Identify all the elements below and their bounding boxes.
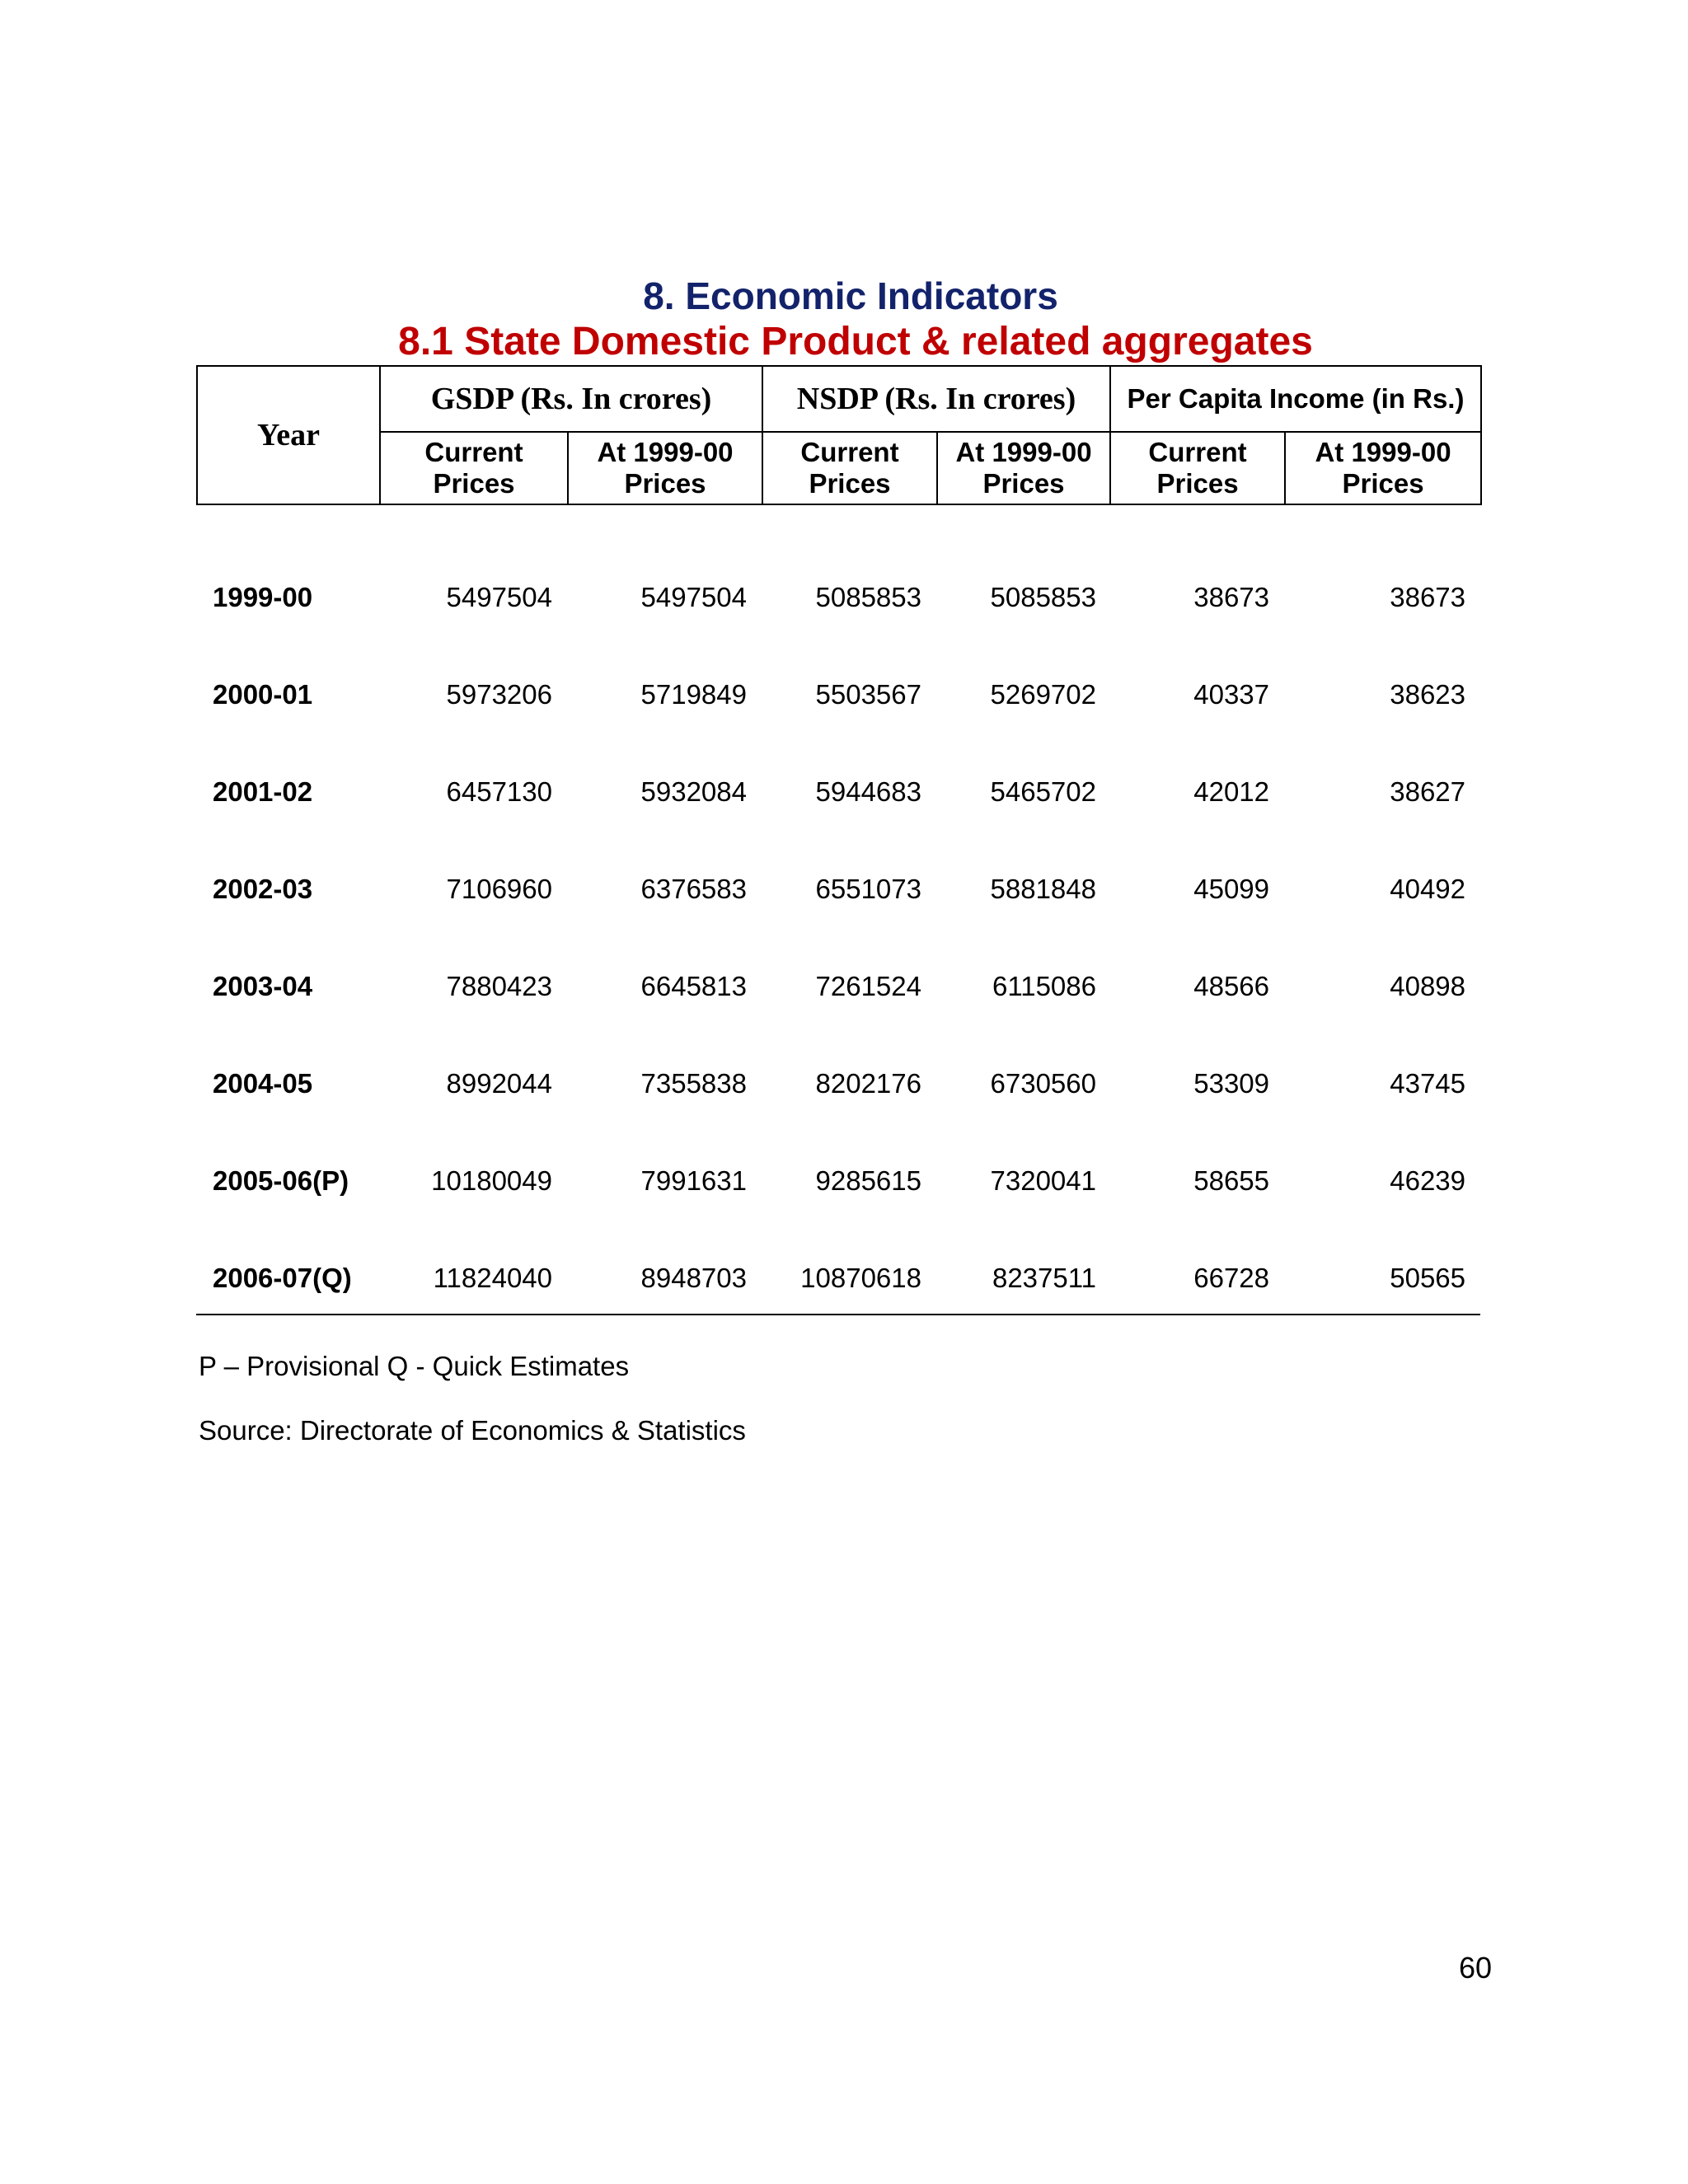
cell-nsdp-current: 6551073: [815, 874, 921, 904]
cell-gsdp-constant: 7355838: [640, 1068, 747, 1099]
table-row: [196, 560, 1480, 658]
header-group-gsdp: GSDP (Rs. In crores): [380, 366, 762, 432]
cell-nsdp-current: 7261524: [815, 971, 921, 1001]
page-subtitle: 8.1 State Domestic Product & related aggregates: [398, 320, 1313, 363]
cell-gsdp-current: 10180049: [431, 1165, 552, 1196]
cell-pci-current: 48566: [1193, 971, 1269, 1001]
header-year: Year: [197, 366, 380, 504]
table-row: [196, 1047, 1480, 1144]
table-row: [196, 949, 1480, 1047]
cell-nsdp-current: 5944683: [815, 776, 921, 807]
cell-pci-constant: 38673: [1390, 582, 1465, 612]
cell-pci-current: 42012: [1193, 776, 1269, 807]
cell-nsdp-constant: 8237511: [992, 1263, 1096, 1293]
cell-gsdp-current: 11824040: [433, 1263, 552, 1293]
cell-gsdp-current: 7880423: [446, 971, 552, 1001]
cell-gsdp-constant: 7991631: [640, 1165, 747, 1196]
table-row: [196, 658, 1480, 755]
cell-gsdp-constant: 5719849: [640, 679, 747, 710]
cell-pci-constant: 46239: [1390, 1165, 1465, 1196]
header-group-nsdp: NSDP (Rs. In crores): [762, 366, 1110, 432]
cell-pci-current: 38673: [1193, 582, 1269, 612]
cell-gsdp-constant: 8948703: [640, 1263, 747, 1293]
header-group-per-capita: Per Capita Income (in Rs.): [1110, 366, 1481, 432]
header-pci-constant: At 1999-00 Prices: [1285, 432, 1481, 504]
cell-gsdp-constant: 5932084: [640, 776, 747, 807]
cell-nsdp-constant: 6115086: [992, 971, 1096, 1001]
header-pci-current: Current Prices: [1110, 432, 1285, 504]
cell-gsdp-constant: 6376583: [640, 874, 747, 904]
cell-year: 2000-01: [213, 679, 313, 710]
cell-nsdp-current: 8202176: [815, 1068, 921, 1099]
table-row: [196, 755, 1480, 852]
cell-gsdp-current: 5973206: [446, 679, 552, 710]
cell-gsdp-current: 8992044: [446, 1068, 552, 1099]
cell-pci-current: 53309: [1193, 1068, 1269, 1099]
page-number: 60: [1459, 1951, 1493, 1985]
cell-gsdp-constant: 5497504: [640, 582, 747, 612]
header-nsdp-constant: At 1999-00 Prices: [937, 432, 1110, 504]
legend-note: P – Provisional Q - Quick Estimates: [199, 1351, 630, 1381]
cell-nsdp-constant: 7320041: [990, 1165, 1096, 1196]
cell-pci-constant: 43745: [1390, 1068, 1465, 1099]
cell-nsdp-current: 5085853: [815, 582, 921, 612]
cell-pci-current: 66728: [1193, 1263, 1269, 1293]
header-nsdp-current: Current Prices: [762, 432, 937, 504]
table-body: [196, 560, 1480, 1315]
page-title: 8. Economic Indicators: [643, 274, 1058, 317]
cell-nsdp-current: 5503567: [815, 679, 921, 710]
cell-pci-current: 58655: [1193, 1165, 1269, 1196]
cell-pci-constant: 38627: [1390, 776, 1465, 807]
cell-gsdp-constant: 6645813: [640, 971, 747, 1001]
cell-nsdp-constant: 6730560: [990, 1068, 1096, 1099]
cell-year: 2002-03: [213, 874, 313, 904]
cell-gsdp-current: 6457130: [446, 776, 552, 807]
cell-year: 2005-06(P): [213, 1165, 349, 1196]
cell-pci-current: 45099: [1193, 874, 1269, 904]
cell-nsdp-current: 9285615: [815, 1165, 921, 1196]
cell-year: 2003-04: [213, 971, 313, 1001]
cell-year: 1999-00: [213, 582, 313, 612]
cell-pci-constant: 50565: [1390, 1263, 1465, 1293]
table-row: [196, 852, 1480, 949]
cell-pci-constant: 40492: [1390, 874, 1465, 904]
cell-year: 2004-05: [213, 1068, 313, 1099]
cell-nsdp-current: 10870618: [800, 1263, 921, 1293]
cell-pci-constant: 38623: [1390, 679, 1465, 710]
cell-nsdp-constant: 5085853: [990, 582, 1096, 612]
header-gsdp-constant: At 1999-00 Prices: [568, 432, 762, 504]
source-note: Source: Directorate of Economics & Statistics: [199, 1415, 746, 1446]
cell-gsdp-current: 5497504: [446, 582, 552, 612]
cell-year: 2001-02: [213, 776, 313, 807]
cell-nsdp-constant: 5269702: [990, 679, 1096, 710]
cell-pci-current: 40337: [1193, 679, 1269, 710]
table-row: [196, 1144, 1480, 1241]
cell-pci-constant: 40898: [1390, 971, 1465, 1001]
table-row: [196, 1241, 1480, 1315]
table-header: [196, 365, 1482, 505]
header-gsdp-current: Current Prices: [380, 432, 568, 504]
cell-gsdp-current: 7106960: [446, 874, 552, 904]
cell-nsdp-constant: 5465702: [990, 776, 1096, 807]
cell-year: 2006-07(Q): [213, 1263, 352, 1293]
cell-nsdp-constant: 5881848: [990, 874, 1096, 904]
